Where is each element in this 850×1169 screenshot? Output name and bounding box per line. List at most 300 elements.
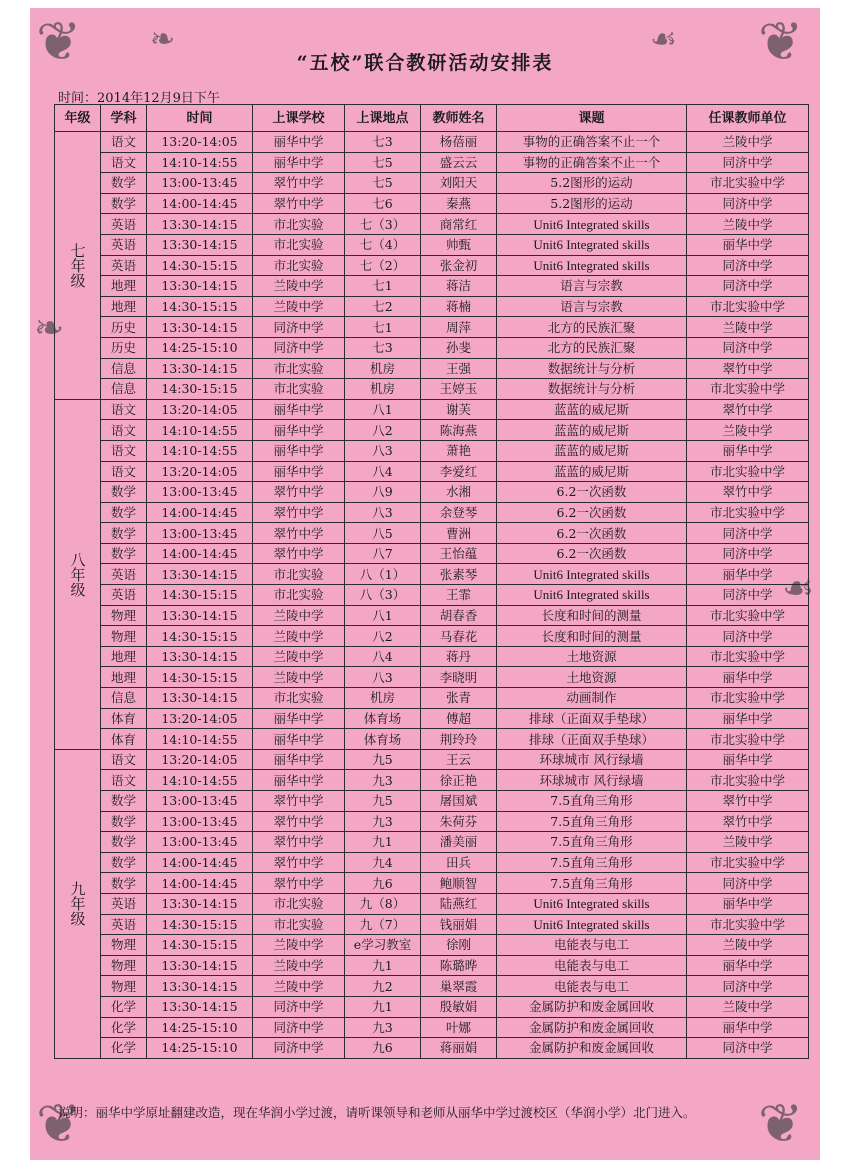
teacher-cell: 胡春香 <box>421 605 497 626</box>
teacher-cell: 陆燕红 <box>421 893 497 914</box>
time-cell: 14:25-15:10 <box>147 1017 253 1038</box>
table-row <box>55 564 809 585</box>
teacher-cell: 盛云云 <box>421 152 497 173</box>
unit-cell: 丽华中学 <box>687 667 809 688</box>
topic-cell: Unit6 Integrated skills <box>497 255 687 276</box>
teacher-cell: 王云 <box>421 749 497 770</box>
unit-cell: 市北实验中学 <box>687 379 809 400</box>
unit-cell: 丽华中学 <box>687 564 809 585</box>
unit-cell: 丽华中学 <box>687 440 809 461</box>
unit-cell: 丽华中学 <box>687 708 809 729</box>
unit-cell: 丽华中学 <box>687 234 809 255</box>
header-school: 上课学校 <box>253 105 345 132</box>
teacher-cell: 刘阳天 <box>421 173 497 194</box>
school-cell: 兰陵中学 <box>253 626 345 647</box>
time-cell: 13:20-14:05 <box>147 399 253 420</box>
unit-cell: 市北实验中学 <box>687 914 809 935</box>
school-cell: 市北实验 <box>253 688 345 709</box>
time-cell: 14:00-14:45 <box>147 193 253 214</box>
time-cell: 14:10-14:55 <box>147 729 253 750</box>
topic-cell: 7.5直角三角形 <box>497 873 687 894</box>
topic-cell: 蓝蓝的威尼斯 <box>497 399 687 420</box>
table-row <box>55 873 809 894</box>
table-row <box>55 646 809 667</box>
table-row <box>55 893 809 914</box>
topic-cell: Unit6 Integrated skills <box>497 914 687 935</box>
teacher-cell: 马春花 <box>421 626 497 647</box>
teacher-cell: 巢翠霞 <box>421 976 497 997</box>
topic-cell: 北方的民族汇聚 <box>497 317 687 338</box>
table-row <box>55 935 809 956</box>
location-cell: 七6 <box>345 193 421 214</box>
time-cell: 14:30-15:15 <box>147 626 253 647</box>
subject-cell: 数学 <box>101 873 147 894</box>
location-cell: 八3 <box>345 667 421 688</box>
time-cell: 14:25-15:10 <box>147 1038 253 1059</box>
time-cell: 13:20-14:05 <box>147 708 253 729</box>
unit-cell: 同济中学 <box>687 1038 809 1059</box>
teacher-cell: 张青 <box>421 688 497 709</box>
ornament-top-left-icon: ❦ <box>36 10 82 73</box>
subject-cell: 化学 <box>101 996 147 1017</box>
school-cell: 丽华中学 <box>253 420 345 441</box>
table-row <box>55 461 809 482</box>
table-row <box>55 688 809 709</box>
time-cell: 13:30-14:15 <box>147 234 253 255</box>
school-cell: 丽华中学 <box>253 749 345 770</box>
time-cell: 13:00-13:45 <box>147 832 253 853</box>
teacher-cell: 周萍 <box>421 317 497 338</box>
school-cell: 市北实验 <box>253 585 345 606</box>
subject-cell: 地理 <box>101 276 147 297</box>
table-row <box>55 152 809 173</box>
teacher-cell: 傅超 <box>421 708 497 729</box>
teacher-cell: 王强 <box>421 358 497 379</box>
unit-cell: 市北实验中学 <box>687 729 809 750</box>
topic-cell: 环球城市 风行绿墙 <box>497 749 687 770</box>
topic-cell: 6.2一次函数 <box>497 543 687 564</box>
time-cell: 13:30-14:15 <box>147 996 253 1017</box>
time-cell: 13:20-14:05 <box>147 461 253 482</box>
unit-cell: 丽华中学 <box>687 893 809 914</box>
time-cell: 13:30-14:15 <box>147 276 253 297</box>
topic-cell: 土地资源 <box>497 646 687 667</box>
topic-cell: 语言与宗教 <box>497 276 687 297</box>
header-grade: 年级 <box>55 105 101 132</box>
ornament-top-center-right-icon: ☙ <box>650 22 677 57</box>
teacher-cell: 蒋丹 <box>421 646 497 667</box>
subject-cell: 化学 <box>101 1017 147 1038</box>
subject-cell: 物理 <box>101 976 147 997</box>
school-cell: 翠竹中学 <box>253 873 345 894</box>
location-cell: 七1 <box>345 276 421 297</box>
teacher-cell: 王婷玉 <box>421 379 497 400</box>
time-cell: 14:30-15:15 <box>147 914 253 935</box>
school-cell: 丽华中学 <box>253 770 345 791</box>
table-row <box>55 420 809 441</box>
time-cell: 13:30-14:15 <box>147 976 253 997</box>
subject-cell: 数学 <box>101 791 147 812</box>
topic-cell: 7.5直角三角形 <box>497 832 687 853</box>
subject-cell: 语文 <box>101 440 147 461</box>
table-row <box>55 276 809 297</box>
subject-cell: 英语 <box>101 214 147 235</box>
subject-cell: 语文 <box>101 749 147 770</box>
time-cell: 13:20-14:05 <box>147 132 253 153</box>
location-cell: 机房 <box>345 688 421 709</box>
location-cell: 九5 <box>345 749 421 770</box>
teacher-cell: 萧艳 <box>421 440 497 461</box>
header-time: 时间 <box>147 105 253 132</box>
table-row <box>55 317 809 338</box>
teacher-cell: 叶娜 <box>421 1017 497 1038</box>
location-cell: 七3 <box>345 132 421 153</box>
teacher-cell: 孙斐 <box>421 337 497 358</box>
unit-cell: 兰陵中学 <box>687 935 809 956</box>
unit-cell: 翠竹中学 <box>687 811 809 832</box>
table-row <box>55 585 809 606</box>
subject-cell: 英语 <box>101 914 147 935</box>
time-cell: 14:30-15:15 <box>147 255 253 276</box>
time-cell: 14:00-14:45 <box>147 873 253 894</box>
time-cell: 13:00-13:45 <box>147 811 253 832</box>
time-cell: 13:20-14:05 <box>147 749 253 770</box>
table-row <box>55 214 809 235</box>
location-cell: 八7 <box>345 543 421 564</box>
school-cell: 兰陵中学 <box>253 955 345 976</box>
teacher-cell: 陈海燕 <box>421 420 497 441</box>
location-cell: 九3 <box>345 1017 421 1038</box>
unit-cell: 丽华中学 <box>687 1017 809 1038</box>
topic-cell: 环球城市 风行绿墙 <box>497 770 687 791</box>
time-cell: 14:10-14:55 <box>147 770 253 791</box>
time-cell: 13:30-14:15 <box>147 646 253 667</box>
topic-cell: 数据统计与分析 <box>497 379 687 400</box>
subject-cell: 英语 <box>101 255 147 276</box>
unit-cell: 同济中学 <box>687 152 809 173</box>
table-row <box>55 543 809 564</box>
topic-cell: 排球（正面双手垫球） <box>497 729 687 750</box>
location-cell: 八5 <box>345 523 421 544</box>
teacher-cell: 蒋洁 <box>421 276 497 297</box>
topic-cell: 金属防护和废金属回收 <box>497 996 687 1017</box>
teacher-cell: 李爱红 <box>421 461 497 482</box>
header-teacher: 教师姓名 <box>421 105 497 132</box>
table-row <box>55 379 809 400</box>
topic-cell: 6.2一次函数 <box>497 523 687 544</box>
school-cell: 市北实验 <box>253 564 345 585</box>
subject-cell: 数学 <box>101 173 147 194</box>
school-cell: 兰陵中学 <box>253 667 345 688</box>
subject-cell: 信息 <box>101 358 147 379</box>
topic-cell: 7.5直角三角形 <box>497 811 687 832</box>
location-cell: 七3 <box>345 337 421 358</box>
unit-cell: 市北实验中学 <box>687 852 809 873</box>
table-row <box>55 1017 809 1038</box>
topic-cell: 蓝蓝的威尼斯 <box>497 440 687 461</box>
location-cell: 八2 <box>345 420 421 441</box>
time-cell: 13:30-14:15 <box>147 317 253 338</box>
time-cell: 14:00-14:45 <box>147 543 253 564</box>
unit-cell: 同济中学 <box>687 543 809 564</box>
unit-cell: 市北实验中学 <box>687 646 809 667</box>
time-cell: 13:00-13:45 <box>147 791 253 812</box>
table-row <box>55 173 809 194</box>
topic-cell: 语言与宗教 <box>497 296 687 317</box>
subject-cell: 语文 <box>101 399 147 420</box>
school-cell: 翠竹中学 <box>253 523 345 544</box>
location-cell: 体育场 <box>345 708 421 729</box>
unit-cell: 同济中学 <box>687 193 809 214</box>
table-row <box>55 337 809 358</box>
location-cell: 机房 <box>345 379 421 400</box>
topic-cell: 7.5直角三角形 <box>497 852 687 873</box>
unit-cell: 同济中学 <box>687 585 809 606</box>
topic-cell: 蓝蓝的威尼斯 <box>497 420 687 441</box>
time-line: 时间：2014年12月9日下午 <box>58 91 220 106</box>
location-cell: 八3 <box>345 502 421 523</box>
school-cell: 同济中学 <box>253 1017 345 1038</box>
unit-cell: 翠竹中学 <box>687 791 809 812</box>
school-cell: 市北实验 <box>253 358 345 379</box>
location-cell: 七5 <box>345 152 421 173</box>
time-cell: 14:00-14:45 <box>147 852 253 873</box>
header-topic: 课题 <box>497 105 687 132</box>
location-cell: 九1 <box>345 955 421 976</box>
unit-cell: 兰陵中学 <box>687 832 809 853</box>
unit-cell: 同济中学 <box>687 626 809 647</box>
time-cell: 13:30-14:15 <box>147 955 253 976</box>
table-row <box>55 255 809 276</box>
subject-cell: 体育 <box>101 729 147 750</box>
unit-cell: 翠竹中学 <box>687 399 809 420</box>
teacher-cell: 徐刚 <box>421 935 497 956</box>
subject-cell: 信息 <box>101 688 147 709</box>
table-row <box>55 626 809 647</box>
unit-cell: 市北实验中学 <box>687 296 809 317</box>
location-cell: 九1 <box>345 996 421 1017</box>
table-row <box>55 502 809 523</box>
location-cell: 体育场 <box>345 729 421 750</box>
teacher-cell: 商常红 <box>421 214 497 235</box>
subject-cell: 语文 <box>101 461 147 482</box>
teacher-cell: 杨蓓丽 <box>421 132 497 153</box>
time-cell: 14:30-15:15 <box>147 935 253 956</box>
school-cell: 市北实验 <box>253 234 345 255</box>
unit-cell: 翠竹中学 <box>687 482 809 503</box>
teacher-cell: 屠国斌 <box>421 791 497 812</box>
teacher-cell: 荆玲玲 <box>421 729 497 750</box>
school-cell: 丽华中学 <box>253 708 345 729</box>
location-cell: 七1 <box>345 317 421 338</box>
location-cell: 七（3） <box>345 214 421 235</box>
subject-cell: 历史 <box>101 337 147 358</box>
school-cell: 兰陵中学 <box>253 976 345 997</box>
teacher-cell: 钱丽娟 <box>421 914 497 935</box>
time-cell: 13:30-14:15 <box>147 564 253 585</box>
subject-cell: 数学 <box>101 811 147 832</box>
teacher-cell: 王霏 <box>421 585 497 606</box>
time-cell: 14:10-14:55 <box>147 420 253 441</box>
teacher-cell: 帅甄 <box>421 234 497 255</box>
school-cell: 同济中学 <box>253 1038 345 1059</box>
table-row <box>55 749 809 770</box>
unit-cell: 市北实验中学 <box>687 770 809 791</box>
school-cell: 市北实验 <box>253 214 345 235</box>
unit-cell: 市北实验中学 <box>687 461 809 482</box>
school-cell: 丽华中学 <box>253 729 345 750</box>
location-cell: 九3 <box>345 770 421 791</box>
header-location: 上课地点 <box>345 105 421 132</box>
subject-cell: 语文 <box>101 152 147 173</box>
school-cell: 市北实验 <box>253 379 345 400</box>
topic-cell: 土地资源 <box>497 667 687 688</box>
school-cell: 市北实验 <box>253 255 345 276</box>
location-cell: 九2 <box>345 976 421 997</box>
time-cell: 14:30-15:15 <box>147 585 253 606</box>
school-cell: 丽华中学 <box>253 461 345 482</box>
location-cell: 九5 <box>345 791 421 812</box>
time-cell: 13:00-13:45 <box>147 482 253 503</box>
teacher-cell: 水湘 <box>421 482 497 503</box>
topic-cell: 6.2一次函数 <box>497 502 687 523</box>
subject-cell: 语文 <box>101 132 147 153</box>
location-cell: e学习教室 <box>345 935 421 956</box>
subject-cell: 物理 <box>101 935 147 956</box>
grade-cell: 七年级 <box>55 132 101 400</box>
table-row <box>55 296 809 317</box>
table-row <box>55 729 809 750</box>
teacher-cell: 徐正艳 <box>421 770 497 791</box>
topic-cell: 5.2图形的运动 <box>497 173 687 194</box>
teacher-cell: 曹洲 <box>421 523 497 544</box>
subject-cell: 英语 <box>101 564 147 585</box>
subject-cell: 数学 <box>101 502 147 523</box>
school-cell: 翠竹中学 <box>253 502 345 523</box>
topic-cell: 长度和时间的测量 <box>497 605 687 626</box>
table-row <box>55 832 809 853</box>
location-cell: 八2 <box>345 626 421 647</box>
time-cell: 14:10-14:55 <box>147 152 253 173</box>
unit-cell: 市北实验中学 <box>687 605 809 626</box>
teacher-cell: 田兵 <box>421 852 497 873</box>
school-cell: 丽华中学 <box>253 440 345 461</box>
school-cell: 翠竹中学 <box>253 543 345 564</box>
ornament-bottom-right-icon: ❦ <box>758 1092 804 1155</box>
topic-cell: 7.5直角三角形 <box>497 791 687 812</box>
location-cell: 七（2） <box>345 255 421 276</box>
school-cell: 市北实验 <box>253 893 345 914</box>
subject-cell: 历史 <box>101 317 147 338</box>
unit-cell: 兰陵中学 <box>687 996 809 1017</box>
school-cell: 兰陵中学 <box>253 605 345 626</box>
ornament-right-side-icon: ☙ <box>782 568 815 609</box>
school-cell: 翠竹中学 <box>253 832 345 853</box>
ornament-left-side-icon: ❧ <box>34 308 65 349</box>
location-cell: 七2 <box>345 296 421 317</box>
topic-cell: 金属防护和废金属回收 <box>497 1038 687 1059</box>
teacher-cell: 殷敏娟 <box>421 996 497 1017</box>
table-row <box>55 852 809 873</box>
table-row <box>55 708 809 729</box>
ornament-top-right-icon: ❦ <box>758 10 804 73</box>
ornament-top-center-left-icon: ❧ <box>150 22 176 57</box>
time-cell: 13:30-14:15 <box>147 214 253 235</box>
teacher-cell: 陈璐晔 <box>421 955 497 976</box>
time-cell: 14:00-14:45 <box>147 502 253 523</box>
unit-cell: 同济中学 <box>687 255 809 276</box>
table-row <box>55 132 809 153</box>
time-cell: 14:30-15:15 <box>147 667 253 688</box>
unit-cell: 市北实验中学 <box>687 502 809 523</box>
teacher-cell: 蒋楠 <box>421 296 497 317</box>
unit-cell: 同济中学 <box>687 976 809 997</box>
time-cell: 13:00-13:45 <box>147 173 253 194</box>
topic-cell: Unit6 Integrated skills <box>497 564 687 585</box>
location-cell: 九1 <box>345 832 421 853</box>
table-row <box>55 955 809 976</box>
school-cell: 同济中学 <box>253 337 345 358</box>
location-cell: 九6 <box>345 1038 421 1059</box>
table-row <box>55 996 809 1017</box>
grade-cell: 八年级 <box>55 399 101 749</box>
subject-cell: 地理 <box>101 667 147 688</box>
location-cell: 八1 <box>345 399 421 420</box>
teacher-cell: 朱荷芬 <box>421 811 497 832</box>
footer-note: 说明：丽华中学原址翻建改造，现在华润小学过渡，请听课领导和老师从丽华中学过渡校区（华润小学）北门进入。 <box>58 1105 696 1120</box>
table-row <box>55 770 809 791</box>
subject-cell: 物理 <box>101 626 147 647</box>
header-subject: 学科 <box>101 105 147 132</box>
school-cell: 同济中学 <box>253 317 345 338</box>
school-cell: 同济中学 <box>253 996 345 1017</box>
unit-cell: 兰陵中学 <box>687 132 809 153</box>
unit-cell: 兰陵中学 <box>687 317 809 338</box>
location-cell: 九4 <box>345 852 421 873</box>
table-row <box>55 440 809 461</box>
subject-cell: 英语 <box>101 585 147 606</box>
location-cell: 八1 <box>345 605 421 626</box>
topic-cell: Unit6 Integrated skills <box>497 585 687 606</box>
table-row <box>55 791 809 812</box>
location-cell: 九6 <box>345 873 421 894</box>
unit-cell: 兰陵中学 <box>687 420 809 441</box>
time-cell: 14:30-15:15 <box>147 379 253 400</box>
location-cell: 九3 <box>345 811 421 832</box>
topic-cell: 事物的正确答案不止一个 <box>497 152 687 173</box>
unit-cell: 市北实验中学 <box>687 688 809 709</box>
unit-cell: 市北实验中学 <box>687 173 809 194</box>
table-row <box>55 399 809 420</box>
topic-cell: 6.2一次函数 <box>497 482 687 503</box>
topic-cell: 北方的民族汇聚 <box>497 337 687 358</box>
subject-cell: 体育 <box>101 708 147 729</box>
school-cell: 翠竹中学 <box>253 791 345 812</box>
subject-cell: 数学 <box>101 193 147 214</box>
topic-cell: Unit6 Integrated skills <box>497 214 687 235</box>
table-row <box>55 193 809 214</box>
topic-cell: 电能表与电工 <box>497 976 687 997</box>
time-cell: 13:30-14:15 <box>147 605 253 626</box>
subject-cell: 英语 <box>101 893 147 914</box>
table-row <box>55 914 809 935</box>
teacher-cell: 李晓明 <box>421 667 497 688</box>
school-cell: 丽华中学 <box>253 399 345 420</box>
header-teacher-unit: 任课教师单位 <box>687 105 809 132</box>
table-body <box>55 132 809 1059</box>
subject-cell: 语文 <box>101 770 147 791</box>
location-cell: 九（8） <box>345 893 421 914</box>
